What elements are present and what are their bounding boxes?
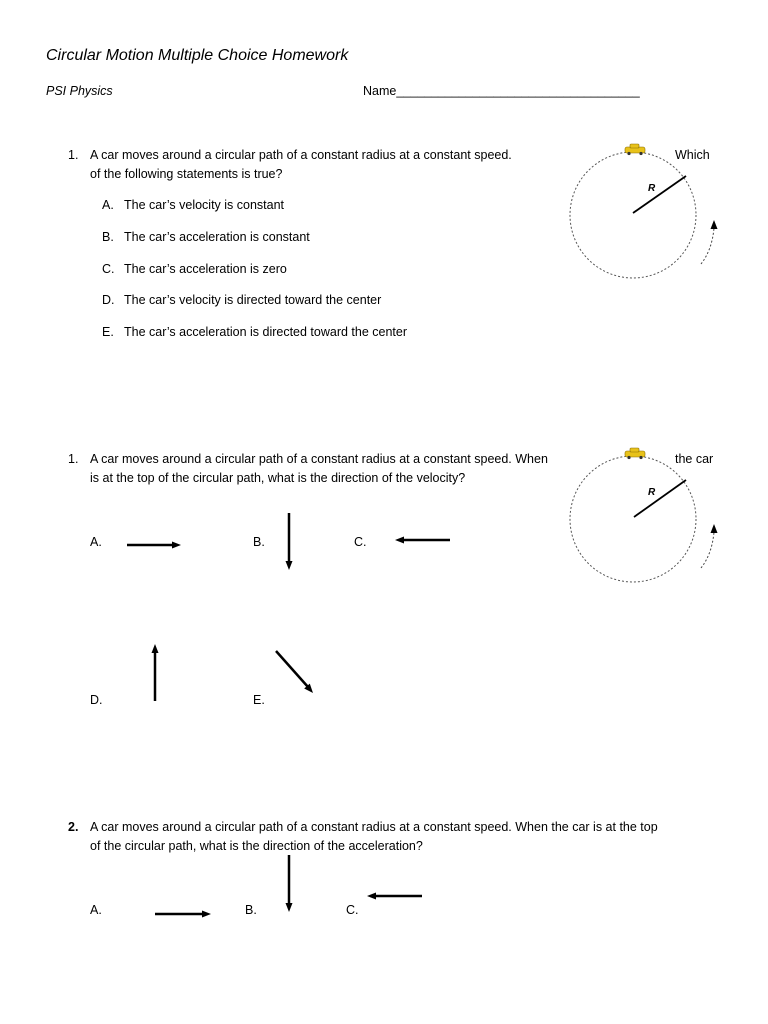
q1-option-letter: D. <box>102 293 115 307</box>
q1-option-text: The car’s acceleration is directed toward the center <box>124 325 408 339</box>
q1-number: 1. <box>68 148 79 162</box>
car-icon <box>625 448 645 459</box>
name-field-label: Name___________________________________ <box>363 84 640 98</box>
q1-option-letter: E. <box>102 325 114 339</box>
left-arrow-icon <box>392 533 454 547</box>
down-arrow-icon <box>281 854 297 916</box>
q3-option-c-label: C. <box>346 903 359 917</box>
q2-text-line1-tail: the car <box>675 452 714 466</box>
down-arrow-icon <box>281 512 297 574</box>
radius-label: R <box>648 183 656 194</box>
q2-option-d-label: D. <box>90 693 103 707</box>
q1-option-text: The car’s acceleration is constant <box>124 230 310 244</box>
right-arrow-icon <box>126 538 186 552</box>
q3-text-line1: A car moves around a circular path of a constant radius at a constant speed. When the car is at the top <box>90 820 658 834</box>
direction-arrowhead <box>711 220 718 229</box>
q1-text-line1-tail: Which <box>675 148 710 162</box>
left-arrow-icon <box>364 889 426 903</box>
direction-arrowhead <box>711 524 718 533</box>
q2-text-line1: A car moves around a circular path of a constant radius at a constant speed. When <box>90 452 548 466</box>
q3-text-line2: of the circular path, what is the direction of the acceleration? <box>90 839 423 853</box>
car-icon <box>625 144 645 155</box>
q2-option-c-label: C. <box>354 535 367 549</box>
q1-text-line2: of the following statements is true? <box>90 167 283 181</box>
q1-option-letter: C. <box>102 262 115 276</box>
q2-option-a-label: A. <box>90 535 102 549</box>
right-arrow-icon <box>154 907 216 921</box>
circular-path <box>570 152 696 278</box>
q2-option-e-label: E. <box>253 693 265 707</box>
q3-number: 2. <box>68 820 79 834</box>
page-title: Circular Motion Multiple Choice Homework <box>46 47 349 64</box>
q3-option-b-label: B. <box>245 903 257 917</box>
q2-number: 1. <box>68 452 79 466</box>
q1-text-line1: A car moves around a circular path of a constant radius at a constant speed. <box>90 148 512 162</box>
q2-option-b-label: B. <box>253 535 265 549</box>
q1-option-text: The car’s velocity is directed toward the center <box>124 293 382 307</box>
radius-line <box>634 480 686 517</box>
radius-line <box>633 176 686 213</box>
q1-option-letter: A. <box>102 198 114 212</box>
q1-option-text: The car’s velocity is constant <box>124 198 285 212</box>
circular-path-diagram <box>560 444 730 594</box>
q1-option-letter: B. <box>102 230 114 244</box>
q1-option-text: The car’s acceleration is zero <box>124 262 287 276</box>
diagonal-down-right-arrow-icon <box>270 646 320 698</box>
direction-arc <box>701 228 714 264</box>
circular-path-diagram <box>560 140 730 290</box>
q3-option-a-label: A. <box>90 903 102 917</box>
radius-label: R <box>648 487 656 498</box>
circular-path <box>570 456 696 582</box>
up-arrow-icon <box>147 643 163 703</box>
direction-arc <box>701 532 714 568</box>
course-name: PSI Physics <box>46 84 113 98</box>
q2-text-line2: is at the top of the circular path, what is the direction of the velocity? <box>90 471 466 485</box>
